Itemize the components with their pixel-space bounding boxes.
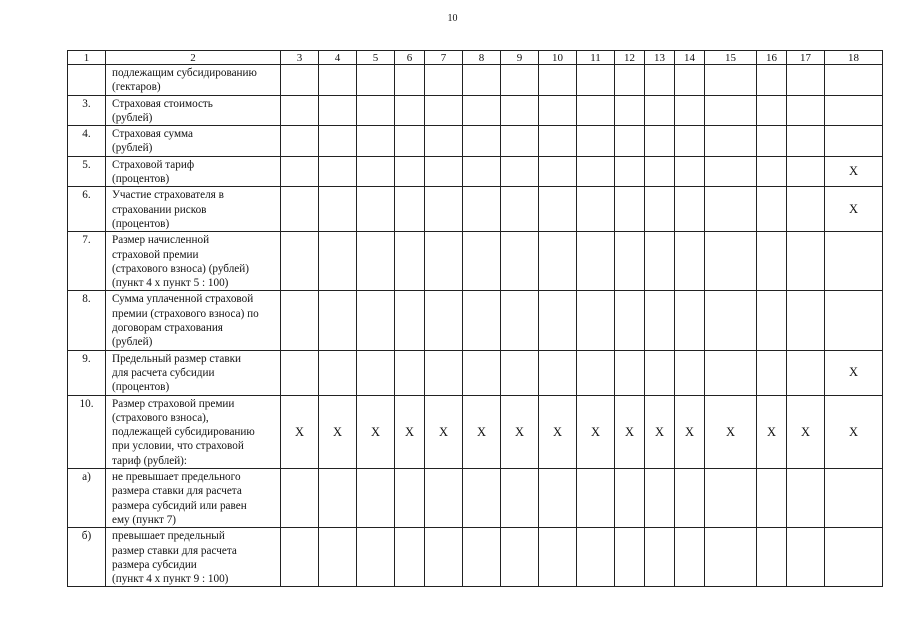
empty-cell bbox=[357, 528, 395, 587]
empty-cell bbox=[425, 291, 463, 350]
empty-cell bbox=[281, 291, 319, 350]
row-number: 7. bbox=[68, 232, 106, 291]
x-mark-cell: X bbox=[425, 395, 463, 468]
empty-cell bbox=[675, 469, 705, 528]
row-number: а) bbox=[68, 469, 106, 528]
empty-cell bbox=[705, 95, 757, 126]
empty-cell bbox=[615, 156, 645, 187]
empty-cell bbox=[705, 232, 757, 291]
empty-cell bbox=[645, 95, 675, 126]
empty-cell bbox=[395, 291, 425, 350]
empty-cell bbox=[501, 528, 539, 587]
empty-cell bbox=[577, 95, 615, 126]
empty-cell bbox=[395, 350, 425, 395]
empty-cell bbox=[615, 291, 645, 350]
empty-cell bbox=[395, 469, 425, 528]
empty-cell bbox=[463, 187, 501, 232]
empty-cell bbox=[787, 187, 825, 232]
row-number: 4. bbox=[68, 126, 106, 157]
empty-cell bbox=[319, 469, 357, 528]
x-mark-cell: X bbox=[501, 395, 539, 468]
empty-cell bbox=[425, 469, 463, 528]
empty-cell bbox=[357, 126, 395, 157]
row-description: Размер страховой премии (страхового взноса), подлежащей субсидированию при условии, что страховой тариф (рублей): bbox=[106, 395, 281, 468]
empty-cell bbox=[425, 126, 463, 157]
empty-cell bbox=[539, 350, 577, 395]
empty-cell bbox=[675, 65, 705, 96]
row-number: б) bbox=[68, 528, 106, 587]
empty-cell bbox=[357, 187, 395, 232]
header-cell-5: 5 bbox=[357, 51, 395, 65]
empty-cell bbox=[539, 65, 577, 96]
empty-cell bbox=[645, 232, 675, 291]
empty-cell bbox=[615, 232, 645, 291]
table-row bbox=[68, 156, 883, 187]
empty-cell bbox=[825, 469, 883, 528]
empty-cell bbox=[463, 469, 501, 528]
x-mark-cell: X bbox=[787, 395, 825, 468]
empty-cell bbox=[645, 469, 675, 528]
row-number bbox=[68, 65, 106, 96]
header-cell-8: 8 bbox=[463, 51, 501, 65]
empty-cell bbox=[705, 65, 757, 96]
x-mark-cell: X bbox=[577, 395, 615, 468]
empty-cell bbox=[357, 95, 395, 126]
x-mark-cell: X bbox=[615, 395, 645, 468]
x-mark-cell: X bbox=[645, 395, 675, 468]
header-cell-3: 3 bbox=[281, 51, 319, 65]
empty-cell bbox=[645, 187, 675, 232]
header-cell-18: 18 bbox=[825, 51, 883, 65]
empty-cell bbox=[501, 232, 539, 291]
empty-cell bbox=[825, 291, 883, 350]
empty-cell bbox=[645, 156, 675, 187]
row-description: Страховая сумма (рублей) bbox=[106, 126, 281, 157]
empty-cell bbox=[319, 126, 357, 157]
empty-cell bbox=[319, 528, 357, 587]
empty-cell bbox=[539, 528, 577, 587]
empty-cell bbox=[539, 469, 577, 528]
empty-cell bbox=[319, 187, 357, 232]
empty-cell bbox=[705, 156, 757, 187]
empty-cell bbox=[463, 528, 501, 587]
header-cell-10: 10 bbox=[539, 51, 577, 65]
x-mark-cell: X bbox=[705, 395, 757, 468]
empty-cell bbox=[787, 291, 825, 350]
empty-cell bbox=[615, 469, 645, 528]
empty-cell bbox=[675, 187, 705, 232]
empty-cell bbox=[425, 528, 463, 587]
empty-cell bbox=[787, 528, 825, 587]
empty-cell bbox=[675, 350, 705, 395]
empty-cell bbox=[539, 232, 577, 291]
empty-cell bbox=[757, 350, 787, 395]
empty-cell bbox=[757, 95, 787, 126]
table-row bbox=[68, 469, 883, 528]
x-mark-cell: X bbox=[463, 395, 501, 468]
empty-cell bbox=[425, 95, 463, 126]
empty-cell bbox=[395, 187, 425, 232]
empty-cell bbox=[757, 291, 787, 350]
header-cell-1: 1 bbox=[68, 51, 106, 65]
empty-cell bbox=[501, 350, 539, 395]
table-row bbox=[68, 232, 883, 291]
table-row bbox=[68, 395, 883, 468]
empty-cell bbox=[539, 126, 577, 157]
header-cell-16: 16 bbox=[757, 51, 787, 65]
empty-cell bbox=[577, 187, 615, 232]
empty-cell bbox=[645, 126, 675, 157]
header-cell-11: 11 bbox=[577, 51, 615, 65]
empty-cell bbox=[357, 469, 395, 528]
empty-cell bbox=[757, 156, 787, 187]
row-description: Участие страхователя в страховании рисков (процентов) bbox=[106, 187, 281, 232]
empty-cell bbox=[577, 528, 615, 587]
header-cell-7: 7 bbox=[425, 51, 463, 65]
row-description: не превышает предельного размера ставки для расчета размера субсидий или равен ему (пункт 7) bbox=[106, 469, 281, 528]
empty-cell bbox=[577, 469, 615, 528]
empty-cell bbox=[501, 187, 539, 232]
empty-cell bbox=[787, 126, 825, 157]
empty-cell bbox=[463, 65, 501, 96]
empty-cell bbox=[675, 291, 705, 350]
subsidy-table bbox=[67, 50, 883, 587]
row-description: Размер начисленной страховой премии (страхового взноса) (рублей) (пункт 4 х пункт 5 : 100) bbox=[106, 232, 281, 291]
empty-cell bbox=[645, 65, 675, 96]
empty-cell bbox=[281, 95, 319, 126]
empty-cell bbox=[615, 126, 645, 157]
empty-cell bbox=[645, 528, 675, 587]
empty-cell bbox=[319, 65, 357, 96]
empty-cell bbox=[501, 65, 539, 96]
empty-cell bbox=[281, 469, 319, 528]
row-number: 9. bbox=[68, 350, 106, 395]
empty-cell bbox=[501, 291, 539, 350]
empty-cell bbox=[705, 528, 757, 587]
empty-cell bbox=[615, 528, 645, 587]
empty-cell bbox=[319, 350, 357, 395]
table-row bbox=[68, 350, 883, 395]
empty-cell bbox=[615, 95, 645, 126]
x-mark-cell: X bbox=[825, 187, 883, 232]
empty-cell bbox=[675, 95, 705, 126]
empty-cell bbox=[757, 469, 787, 528]
empty-cell bbox=[463, 350, 501, 395]
empty-cell bbox=[319, 156, 357, 187]
header-cell-12: 12 bbox=[615, 51, 645, 65]
empty-cell bbox=[615, 187, 645, 232]
x-mark-cell: X bbox=[825, 350, 883, 395]
header-cell-13: 13 bbox=[645, 51, 675, 65]
empty-cell bbox=[705, 126, 757, 157]
empty-cell bbox=[675, 126, 705, 157]
row-number: 8. bbox=[68, 291, 106, 350]
empty-cell bbox=[319, 291, 357, 350]
empty-cell bbox=[675, 528, 705, 587]
x-mark-cell: X bbox=[825, 156, 883, 187]
empty-cell bbox=[281, 65, 319, 96]
table-row bbox=[68, 65, 883, 96]
empty-cell bbox=[425, 187, 463, 232]
empty-cell bbox=[539, 291, 577, 350]
x-mark-cell: X bbox=[319, 395, 357, 468]
empty-cell bbox=[319, 95, 357, 126]
empty-cell bbox=[425, 232, 463, 291]
empty-cell bbox=[577, 291, 615, 350]
empty-cell bbox=[463, 232, 501, 291]
empty-cell bbox=[825, 232, 883, 291]
empty-cell bbox=[357, 156, 395, 187]
empty-cell bbox=[395, 528, 425, 587]
empty-cell bbox=[705, 291, 757, 350]
x-mark-cell: X bbox=[395, 395, 425, 468]
empty-cell bbox=[705, 469, 757, 528]
empty-cell bbox=[395, 232, 425, 291]
empty-cell bbox=[281, 126, 319, 157]
table-row bbox=[68, 126, 883, 157]
empty-cell bbox=[425, 350, 463, 395]
empty-cell bbox=[757, 187, 787, 232]
empty-cell bbox=[357, 65, 395, 96]
empty-cell bbox=[645, 291, 675, 350]
empty-cell bbox=[615, 65, 645, 96]
empty-cell bbox=[357, 350, 395, 395]
header-cell-6: 6 bbox=[395, 51, 425, 65]
empty-cell bbox=[577, 350, 615, 395]
empty-cell bbox=[615, 350, 645, 395]
row-description: Предельный размер ставки для расчета субсидии (процентов) bbox=[106, 350, 281, 395]
header-cell-14: 14 bbox=[675, 51, 705, 65]
empty-cell bbox=[539, 187, 577, 232]
empty-cell bbox=[577, 232, 615, 291]
empty-cell bbox=[281, 350, 319, 395]
empty-cell bbox=[395, 95, 425, 126]
empty-cell bbox=[787, 232, 825, 291]
empty-cell bbox=[281, 187, 319, 232]
table-row bbox=[68, 187, 883, 232]
empty-cell bbox=[577, 156, 615, 187]
empty-cell bbox=[577, 126, 615, 157]
row-number: 3. bbox=[68, 95, 106, 126]
header-cell-2: 2 bbox=[106, 51, 281, 65]
empty-cell bbox=[645, 350, 675, 395]
row-description: подлежащим субсидированию (гектаров) bbox=[106, 65, 281, 96]
x-mark-cell: X bbox=[281, 395, 319, 468]
empty-cell bbox=[757, 528, 787, 587]
table-row bbox=[68, 95, 883, 126]
empty-cell bbox=[281, 156, 319, 187]
empty-cell bbox=[539, 95, 577, 126]
empty-cell bbox=[787, 65, 825, 96]
empty-cell bbox=[787, 469, 825, 528]
empty-cell bbox=[357, 232, 395, 291]
empty-cell bbox=[787, 95, 825, 126]
empty-cell bbox=[825, 65, 883, 96]
x-mark-cell: X bbox=[675, 395, 705, 468]
empty-cell bbox=[501, 156, 539, 187]
empty-cell bbox=[577, 65, 615, 96]
empty-cell bbox=[825, 126, 883, 157]
page-number: 10 bbox=[447, 13, 458, 24]
empty-cell bbox=[463, 291, 501, 350]
empty-cell bbox=[281, 232, 319, 291]
header-cell-4: 4 bbox=[319, 51, 357, 65]
empty-cell bbox=[787, 350, 825, 395]
empty-cell bbox=[463, 126, 501, 157]
row-number: 10. bbox=[68, 395, 106, 468]
empty-cell bbox=[395, 126, 425, 157]
empty-cell bbox=[501, 95, 539, 126]
empty-cell bbox=[825, 95, 883, 126]
empty-cell bbox=[705, 187, 757, 232]
empty-cell bbox=[281, 528, 319, 587]
empty-cell bbox=[463, 95, 501, 126]
empty-cell bbox=[675, 232, 705, 291]
empty-cell bbox=[395, 65, 425, 96]
empty-cell bbox=[757, 65, 787, 96]
empty-cell bbox=[319, 232, 357, 291]
empty-cell bbox=[825, 528, 883, 587]
header-row bbox=[68, 51, 883, 65]
row-number: 5. bbox=[68, 156, 106, 187]
row-description: превышает предельный размер ставки для расчета размера субсидии (пункт 4 х пункт 9 : 100) bbox=[106, 528, 281, 587]
x-mark-cell: X bbox=[825, 395, 883, 468]
x-mark-cell: X bbox=[757, 395, 787, 468]
empty-cell bbox=[501, 126, 539, 157]
row-description: Страховая стоимость (рублей) bbox=[106, 95, 281, 126]
x-mark-cell: X bbox=[357, 395, 395, 468]
row-description: Страховой тариф (процентов) bbox=[106, 156, 281, 187]
header-cell-9: 9 bbox=[501, 51, 539, 65]
empty-cell bbox=[425, 156, 463, 187]
row-description: Сумма уплаченной страховой премии (страхового взноса) по договорам страхования (рублей) bbox=[106, 291, 281, 350]
row-number: 6. bbox=[68, 187, 106, 232]
table-row bbox=[68, 528, 883, 587]
empty-cell bbox=[787, 156, 825, 187]
header-cell-17: 17 bbox=[787, 51, 825, 65]
x-mark-cell: X bbox=[539, 395, 577, 468]
empty-cell bbox=[757, 232, 787, 291]
empty-cell bbox=[425, 65, 463, 96]
empty-cell bbox=[705, 350, 757, 395]
table-row bbox=[68, 291, 883, 350]
empty-cell bbox=[395, 156, 425, 187]
empty-cell bbox=[463, 156, 501, 187]
empty-cell bbox=[757, 126, 787, 157]
empty-cell bbox=[357, 291, 395, 350]
empty-cell bbox=[539, 156, 577, 187]
empty-cell bbox=[501, 469, 539, 528]
empty-cell bbox=[675, 156, 705, 187]
header-cell-15: 15 bbox=[705, 51, 757, 65]
